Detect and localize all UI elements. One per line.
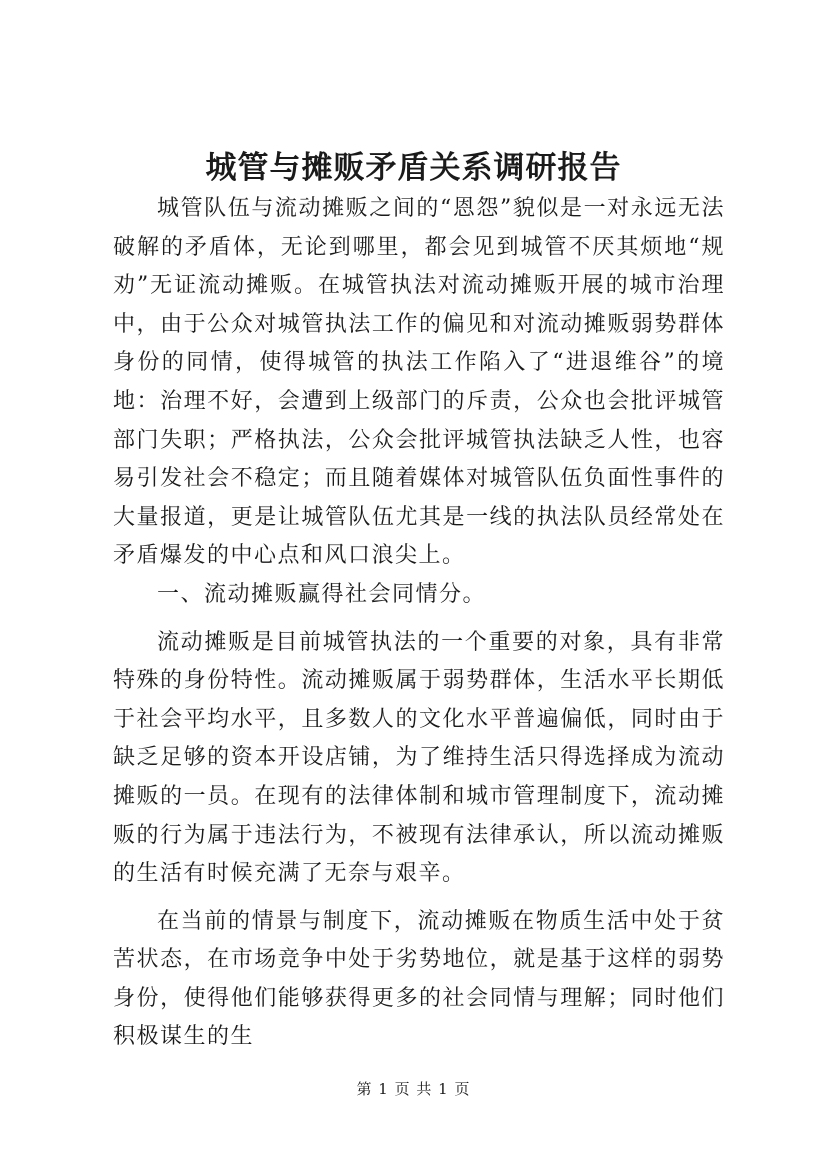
document-body [113,190,725,1057]
section-heading-1: 一、流动摊贩赢得社会同情分。 [157,581,487,607]
paragraph-spacer [113,615,725,624]
paragraph-intro: 城管队伍与流动摊贩之间的“恩怨”貌似是一对永远无法破解的矛盾体，无论到哪里，都会见到城管不厌其烦地“规劝”无证流动摊贩。在城管执法对流动摊贩开展的城市治理中，由于公众对城管执法工作的偏见和对流动摊贩弱势群体身份的同情，使得城管的执法工作陷入了“进退维谷”的境地：治理不好，会遭到上级部门的斥责，公众也会批评城管部门失职；严格执法，公众会批评城管执法缺乏人性，也容易引发社会不稳定；而且随着媒体对城管队伍负面性事件的大量报道，更是让城管队伍尤其是一线的执法队员经常处在矛盾爆发的中心点和风口浪尖上。 [113,196,725,569]
document-title: 城管与摊贩矛盾关系调研报告 [205,150,622,186]
page-footer: 第 1 页 共 1 页 [356,1080,471,1098]
paragraph-spacer [113,894,725,903]
paragraph-section-1: 流动摊贩是目前城管执法的一个重要的对象，具有非常特殊的身份特性。流动摊贩属于弱势群体，生活水平长期低于社会平均水平，且多数人的文化水平普遍偏低，同时由于缺乏足够的资本开设店铺，为了维持生活只得选择成为流动摊贩的一员。在现有的法律体制和城市管理制度下，流动摊贩的行为属于违法行为，不被现有法律承认，所以流动摊贩的生活有时候充满了无奈与艰辛。 [113,629,725,887]
paragraph-section-2: 在当前的情景与制度下，流动摊贩在物质生活中处于贫苦状态，在市场竞争中处于劣势地位，就是基于这样的弱势身份，使得他们能够获得更多的社会同情与理解；同时他们积极谋生的生 [113,908,725,1050]
